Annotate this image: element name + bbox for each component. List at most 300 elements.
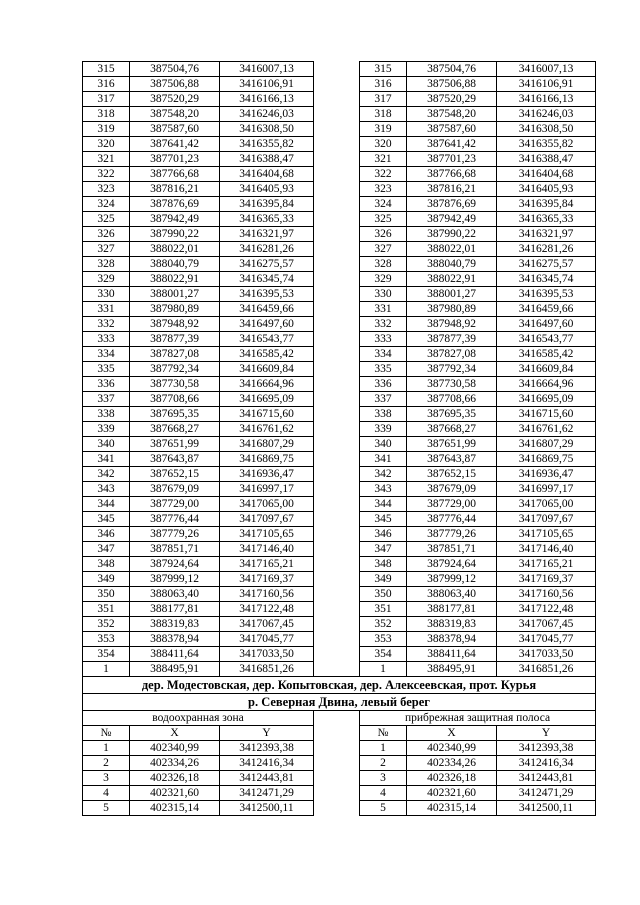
right-coord-y: 3416355,82 — [497, 137, 596, 152]
right-coord-y: 3416321,97 — [497, 227, 596, 242]
coordinates-document — [82, 61, 595, 816]
right-coord-y: 3416275,57 — [497, 257, 596, 272]
left-point-number: 327 — [83, 242, 130, 257]
coordinate-table-row — [83, 497, 596, 512]
left-coord-y: 3416321,97 — [220, 227, 314, 242]
coordinate-table-row — [83, 542, 596, 557]
left-point-number: 346 — [83, 527, 130, 542]
left-coord-y: 3416388,47 — [220, 152, 314, 167]
column-gap — [314, 272, 360, 287]
section-title-line1: дер. Модестовская, дер. Копытовская, дер. Алексеевская, прот. Курья — [83, 677, 596, 694]
right-coord-x: 387942,49 — [407, 212, 497, 227]
left-point-number: 1 — [83, 662, 130, 677]
left-coord-y: 3416345,74 — [220, 272, 314, 287]
left-coord-x: 387990,22 — [130, 227, 220, 242]
right-coord-y: 3416308,50 — [497, 122, 596, 137]
coordinate-table-row — [83, 467, 596, 482]
column-gap — [314, 482, 360, 497]
left-coord-y: 3416869,75 — [220, 452, 314, 467]
left-coord-y: 3417165,21 — [220, 557, 314, 572]
left-coord-y: 3416936,47 — [220, 467, 314, 482]
left-coord-x: 388022,91 — [130, 272, 220, 287]
right-coord-y: 3416365,33 — [497, 212, 596, 227]
left-point-number: 340 — [83, 437, 130, 452]
left-coord-y: 3417033,50 — [220, 647, 314, 662]
coordinate-table-row — [83, 407, 596, 422]
left-y-header: Y — [220, 726, 314, 741]
left-point-number: 344 — [83, 497, 130, 512]
right-point-number: 351 — [360, 602, 407, 617]
right-point-number: 321 — [360, 152, 407, 167]
right-coord-x: 387587,60 — [407, 122, 497, 137]
coordinate-table-row — [83, 77, 596, 92]
right-coord-x: 387990,22 — [407, 227, 497, 242]
column-gap — [314, 557, 360, 572]
left-coord-x: 387827,08 — [130, 347, 220, 362]
column-gap — [314, 617, 360, 632]
right-point-number: 345 — [360, 512, 407, 527]
column-gap — [314, 287, 360, 302]
left-point-number: 342 — [83, 467, 130, 482]
left-coord-y: 3416715,60 — [220, 407, 314, 422]
coordinate-table-row — [83, 422, 596, 437]
right-coord-x: 387924,64 — [407, 557, 497, 572]
left-coord-x: 387948,92 — [130, 317, 220, 332]
left-coord-x: 387651,99 — [130, 437, 220, 452]
left-point-number: 347 — [83, 542, 130, 557]
right-point-number: 317 — [360, 92, 407, 107]
column-gap — [314, 212, 360, 227]
left-point-number: 338 — [83, 407, 130, 422]
coordinate-table-row — [83, 662, 596, 677]
left-coord-y: 3416365,33 — [220, 212, 314, 227]
right-coord-y: 3416166,13 — [497, 92, 596, 107]
left-coord-x: 387730,58 — [130, 377, 220, 392]
right-point-number: 338 — [360, 407, 407, 422]
left-coord-y: 3416695,09 — [220, 392, 314, 407]
left-coord-y: 3416543,77 — [220, 332, 314, 347]
right-point-number: 340 — [360, 437, 407, 452]
right-coord-x: 388022,01 — [407, 242, 497, 257]
left-coord-x: 387701,23 — [130, 152, 220, 167]
right-coord-y: 3416404,68 — [497, 167, 596, 182]
right-coord-x: 387792,34 — [407, 362, 497, 377]
column-gap — [314, 227, 360, 242]
left-coord-x: 387679,09 — [130, 482, 220, 497]
coordinate-table-row — [83, 212, 596, 227]
section-table-row — [83, 801, 596, 816]
column-gap — [314, 572, 360, 587]
coordinate-table-row — [83, 602, 596, 617]
section-title-line2: р. Северная Двина, левый берег — [83, 694, 596, 711]
left-coord-x: 402315,14 — [130, 801, 220, 816]
right-coord-x: 388411,64 — [407, 647, 497, 662]
right-point-number: 349 — [360, 572, 407, 587]
right-coord-x: 388022,91 — [407, 272, 497, 287]
right-point-number: 1 — [360, 741, 407, 756]
right-coord-y: 3417065,00 — [497, 497, 596, 512]
coordinate-table-row — [83, 617, 596, 632]
column-gap — [314, 362, 360, 377]
coastal-strip-caption: прибрежная защитная полоса — [360, 711, 596, 726]
coordinate-table-row — [83, 587, 596, 602]
right-coord-x: 387695,35 — [407, 407, 497, 422]
left-point-number: 351 — [83, 602, 130, 617]
right-coord-y: 3416459,66 — [497, 302, 596, 317]
right-coord-x: 387779,26 — [407, 527, 497, 542]
left-coord-x: 387980,89 — [130, 302, 220, 317]
right-coord-x: 388040,79 — [407, 257, 497, 272]
left-coord-y: 3417105,65 — [220, 527, 314, 542]
right-coord-y: 3416007,13 — [497, 62, 596, 77]
column-gap — [314, 587, 360, 602]
right-coord-y: 3416761,62 — [497, 422, 596, 437]
left-coord-y: 3416664,96 — [220, 377, 314, 392]
right-coord-x: 387668,27 — [407, 422, 497, 437]
left-coord-y: 3417067,45 — [220, 617, 314, 632]
left-coord-y: 3417146,40 — [220, 542, 314, 557]
column-gap — [314, 302, 360, 317]
left-coord-y: 3412393,38 — [220, 741, 314, 756]
left-point-number: 352 — [83, 617, 130, 632]
left-point-number: 329 — [83, 272, 130, 287]
left-point-number: 353 — [83, 632, 130, 647]
right-coord-y: 3417160,56 — [497, 587, 596, 602]
right-point-number: 326 — [360, 227, 407, 242]
left-coord-y: 3416395,53 — [220, 287, 314, 302]
right-coord-x: 387708,66 — [407, 392, 497, 407]
column-gap — [314, 242, 360, 257]
right-coord-x: 387504,76 — [407, 62, 497, 77]
right-point-number: 5 — [360, 801, 407, 816]
right-point-number: 323 — [360, 182, 407, 197]
left-point-number: 321 — [83, 152, 130, 167]
right-coord-y: 3417067,45 — [497, 617, 596, 632]
coordinate-table-row — [83, 377, 596, 392]
coordinate-table-row — [83, 572, 596, 587]
column-gap — [314, 377, 360, 392]
right-coord-x: 387548,20 — [407, 107, 497, 122]
left-point-number: 350 — [83, 587, 130, 602]
right-coord-x: 387827,08 — [407, 347, 497, 362]
right-point-number: 348 — [360, 557, 407, 572]
left-coord-x: 387924,64 — [130, 557, 220, 572]
left-point-number: 345 — [83, 512, 130, 527]
right-coord-y: 3412500,11 — [497, 801, 596, 816]
left-coord-y: 3416404,68 — [220, 167, 314, 182]
left-coord-y: 3412500,11 — [220, 801, 314, 816]
left-coord-y: 3416761,62 — [220, 422, 314, 437]
left-coord-x: 387668,27 — [130, 422, 220, 437]
column-gap — [314, 602, 360, 617]
column-gap — [314, 167, 360, 182]
right-point-number: 329 — [360, 272, 407, 287]
right-coord-y: 3417033,50 — [497, 647, 596, 662]
right-coord-x: 387980,89 — [407, 302, 497, 317]
right-coord-x: 387701,23 — [407, 152, 497, 167]
column-gap — [314, 801, 360, 816]
right-coord-y: 3417097,67 — [497, 512, 596, 527]
left-point-number: 3 — [83, 771, 130, 786]
right-coord-y: 3416715,60 — [497, 407, 596, 422]
column-gap — [314, 741, 360, 756]
column-gap — [314, 756, 360, 771]
right-coord-x: 387520,29 — [407, 92, 497, 107]
left-coord-y: 3416007,13 — [220, 62, 314, 77]
right-point-number: 322 — [360, 167, 407, 182]
left-coord-y: 3416281,26 — [220, 242, 314, 257]
right-point-number: 350 — [360, 587, 407, 602]
right-coord-y: 3416807,29 — [497, 437, 596, 452]
left-coord-x: 387652,15 — [130, 467, 220, 482]
right-point-number: 316 — [360, 77, 407, 92]
left-point-number: 343 — [83, 482, 130, 497]
left-point-number: 1 — [83, 741, 130, 756]
right-coord-y: 3417105,65 — [497, 527, 596, 542]
left-point-number: 325 — [83, 212, 130, 227]
left-coord-x: 387942,49 — [130, 212, 220, 227]
column-gap — [314, 437, 360, 452]
left-coord-y: 3412416,34 — [220, 756, 314, 771]
left-coord-y: 3416997,17 — [220, 482, 314, 497]
right-coord-y: 3416281,26 — [497, 242, 596, 257]
right-coord-x: 387643,87 — [407, 452, 497, 467]
coordinate-table-row — [83, 107, 596, 122]
left-coord-y: 3416459,66 — [220, 302, 314, 317]
right-point-number: 354 — [360, 647, 407, 662]
left-point-number: 354 — [83, 647, 130, 662]
left-point-number: 332 — [83, 317, 130, 332]
coordinate-table-row — [83, 632, 596, 647]
column-gap — [314, 137, 360, 152]
right-point-number: 343 — [360, 482, 407, 497]
right-coord-x: 402321,60 — [407, 786, 497, 801]
coordinate-table-row — [83, 272, 596, 287]
left-coord-x: 387766,68 — [130, 167, 220, 182]
right-point-number: 332 — [360, 317, 407, 332]
coordinate-table-row — [83, 362, 596, 377]
right-point-number: 337 — [360, 392, 407, 407]
right-point-number: 335 — [360, 362, 407, 377]
coordinates-table-body — [83, 62, 596, 816]
right-coord-x: 387851,71 — [407, 542, 497, 557]
left-coord-y: 3416851,26 — [220, 662, 314, 677]
left-point-number: 337 — [83, 392, 130, 407]
right-coord-y: 3412443,81 — [497, 771, 596, 786]
left-point-number: 333 — [83, 332, 130, 347]
left-coord-x: 388411,64 — [130, 647, 220, 662]
right-point-number: 2 — [360, 756, 407, 771]
coordinate-table-row — [83, 287, 596, 302]
right-coord-x: 387506,88 — [407, 77, 497, 92]
left-coord-x: 387504,76 — [130, 62, 220, 77]
left-coord-x: 387876,69 — [130, 197, 220, 212]
column-gap — [314, 467, 360, 482]
left-point-number: 5 — [83, 801, 130, 816]
coordinate-table-row — [83, 62, 596, 77]
right-coord-y: 3416936,47 — [497, 467, 596, 482]
right-coord-y: 3416345,74 — [497, 272, 596, 287]
coordinate-table-row — [83, 242, 596, 257]
left-coord-x: 387792,34 — [130, 362, 220, 377]
left-coord-y: 3416807,29 — [220, 437, 314, 452]
left-point-number: 324 — [83, 197, 130, 212]
left-point-number: 349 — [83, 572, 130, 587]
right-number-header: № — [360, 726, 407, 741]
right-coord-y: 3416246,03 — [497, 107, 596, 122]
right-coord-y: 3417122,48 — [497, 602, 596, 617]
left-coord-y: 3417160,56 — [220, 587, 314, 602]
left-coord-x: 387851,71 — [130, 542, 220, 557]
right-point-number: 327 — [360, 242, 407, 257]
right-coord-x: 387651,99 — [407, 437, 497, 452]
right-coord-x: 388319,83 — [407, 617, 497, 632]
left-coord-x: 402321,60 — [130, 786, 220, 801]
right-coord-y: 3412471,29 — [497, 786, 596, 801]
column-gap — [314, 197, 360, 212]
right-coord-x: 388063,40 — [407, 587, 497, 602]
column-gap — [314, 392, 360, 407]
right-point-number: 353 — [360, 632, 407, 647]
right-coord-y: 3412393,38 — [497, 741, 596, 756]
right-coord-x: 387729,00 — [407, 497, 497, 512]
left-coord-y: 3412471,29 — [220, 786, 314, 801]
left-coord-x: 387816,21 — [130, 182, 220, 197]
left-coord-y: 3416609,84 — [220, 362, 314, 377]
left-coord-x: 388040,79 — [130, 257, 220, 272]
coordinate-table-row — [83, 152, 596, 167]
right-point-number: 4 — [360, 786, 407, 801]
coordinate-table-row — [83, 182, 596, 197]
left-x-header: X — [130, 726, 220, 741]
left-coord-x: 387520,29 — [130, 92, 220, 107]
left-point-number: 4 — [83, 786, 130, 801]
coordinate-table-row — [83, 92, 596, 107]
coordinate-table-row — [83, 527, 596, 542]
left-coord-y: 3417097,67 — [220, 512, 314, 527]
left-coord-y: 3416106,91 — [220, 77, 314, 92]
left-coord-y: 3416166,13 — [220, 92, 314, 107]
right-coord-y: 3416405,93 — [497, 182, 596, 197]
left-coord-x: 387643,87 — [130, 452, 220, 467]
left-point-number: 2 — [83, 756, 130, 771]
section-table-row — [83, 756, 596, 771]
right-coord-x: 388495,91 — [407, 662, 497, 677]
coordinates-table — [82, 61, 596, 816]
right-coord-y: 3412416,34 — [497, 756, 596, 771]
right-coord-y: 3416997,17 — [497, 482, 596, 497]
right-y-header: Y — [497, 726, 596, 741]
right-point-number: 1 — [360, 662, 407, 677]
left-point-number: 328 — [83, 257, 130, 272]
section-table-row — [83, 786, 596, 801]
left-coord-x: 402326,18 — [130, 771, 220, 786]
left-point-number: 330 — [83, 287, 130, 302]
left-coord-x: 387708,66 — [130, 392, 220, 407]
right-point-number: 330 — [360, 287, 407, 302]
column-gap — [314, 152, 360, 167]
column-gap — [314, 62, 360, 77]
right-coord-x: 402340,99 — [407, 741, 497, 756]
right-coord-y: 3416395,84 — [497, 197, 596, 212]
section-header-row — [83, 726, 596, 741]
column-gap — [314, 632, 360, 647]
section-heading-row — [83, 694, 596, 711]
left-point-number: 315 — [83, 62, 130, 77]
right-point-number: 352 — [360, 617, 407, 632]
left-coord-x: 388001,27 — [130, 287, 220, 302]
right-x-header: X — [407, 726, 497, 741]
right-point-number: 344 — [360, 497, 407, 512]
right-coord-x: 402326,18 — [407, 771, 497, 786]
right-coord-x: 387652,15 — [407, 467, 497, 482]
left-coord-y: 3416497,60 — [220, 317, 314, 332]
coordinate-table-row — [83, 197, 596, 212]
column-gap — [314, 407, 360, 422]
coordinate-table-row — [83, 437, 596, 452]
left-coord-x: 388177,81 — [130, 602, 220, 617]
right-coord-x: 387641,42 — [407, 137, 497, 152]
coordinate-table-row — [83, 347, 596, 362]
left-coord-y: 3416395,84 — [220, 197, 314, 212]
right-coord-y: 3416497,60 — [497, 317, 596, 332]
right-coord-y: 3416695,09 — [497, 392, 596, 407]
column-gap — [314, 347, 360, 362]
coordinate-table-row — [83, 647, 596, 662]
column-gap — [314, 107, 360, 122]
column-gap — [314, 542, 360, 557]
column-gap — [314, 332, 360, 347]
right-coord-y: 3417146,40 — [497, 542, 596, 557]
left-point-number: 335 — [83, 362, 130, 377]
right-coord-x: 387730,58 — [407, 377, 497, 392]
coordinate-table-row — [83, 452, 596, 467]
coordinate-table-row — [83, 482, 596, 497]
left-coord-x: 387641,42 — [130, 137, 220, 152]
left-coord-y: 3417169,37 — [220, 572, 314, 587]
left-point-number: 334 — [83, 347, 130, 362]
right-coord-x: 402334,26 — [407, 756, 497, 771]
left-point-number: 331 — [83, 302, 130, 317]
left-point-number: 323 — [83, 182, 130, 197]
column-gap — [314, 786, 360, 801]
left-coord-x: 402340,99 — [130, 741, 220, 756]
left-coord-x: 402334,26 — [130, 756, 220, 771]
right-coord-x: 402315,14 — [407, 801, 497, 816]
right-point-number: 318 — [360, 107, 407, 122]
left-coord-y: 3416275,57 — [220, 257, 314, 272]
right-point-number: 346 — [360, 527, 407, 542]
right-coord-x: 387948,92 — [407, 317, 497, 332]
right-coord-y: 3416664,96 — [497, 377, 596, 392]
left-coord-y: 3417045,77 — [220, 632, 314, 647]
left-point-number: 326 — [83, 227, 130, 242]
right-point-number: 334 — [360, 347, 407, 362]
right-coord-y: 3417045,77 — [497, 632, 596, 647]
left-coord-x: 387999,12 — [130, 572, 220, 587]
right-coord-x: 387999,12 — [407, 572, 497, 587]
column-gap — [314, 512, 360, 527]
right-point-number: 336 — [360, 377, 407, 392]
column-gap — [314, 647, 360, 662]
left-coord-x: 388063,40 — [130, 587, 220, 602]
coordinate-table-row — [83, 317, 596, 332]
column-gap — [314, 257, 360, 272]
left-coord-y: 3417122,48 — [220, 602, 314, 617]
right-coord-x: 387816,21 — [407, 182, 497, 197]
right-coord-x: 387876,69 — [407, 197, 497, 212]
right-point-number: 315 — [360, 62, 407, 77]
